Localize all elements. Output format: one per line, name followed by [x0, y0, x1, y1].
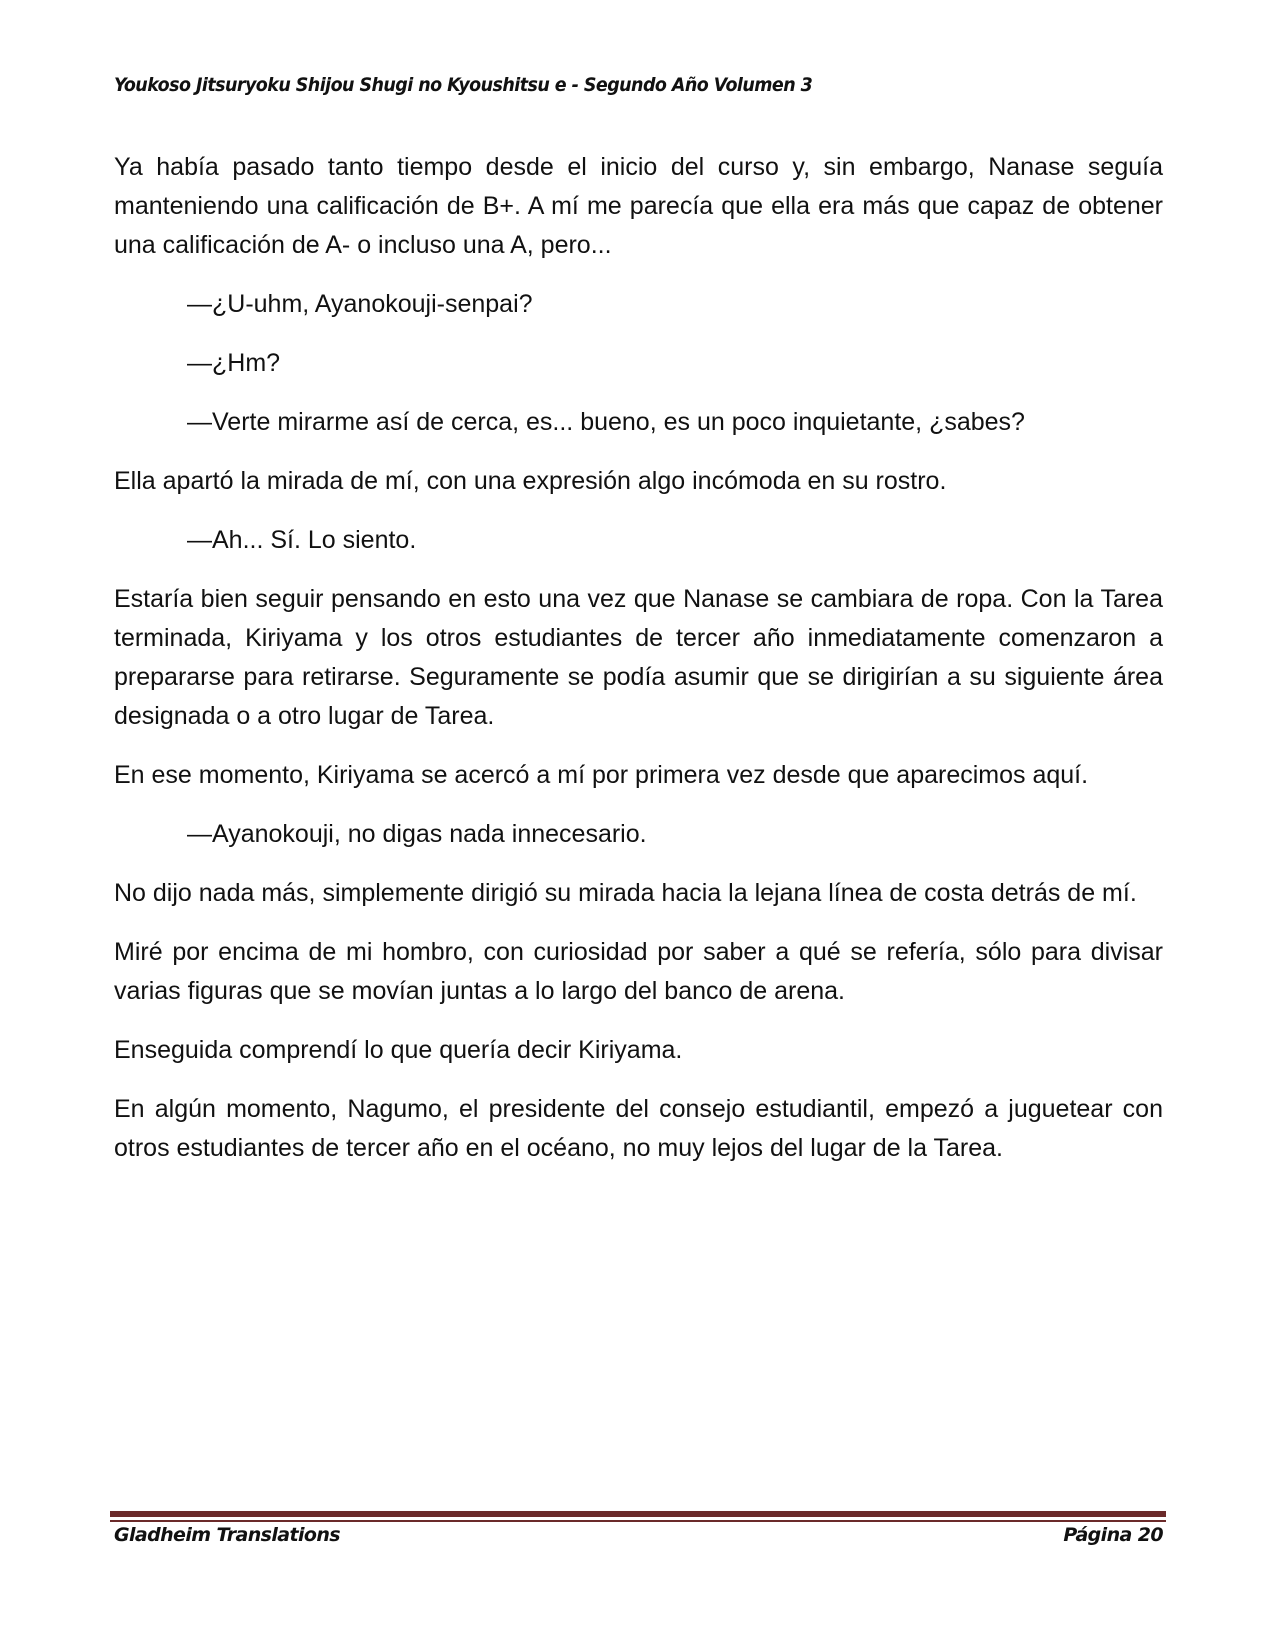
paragraph: Enseguida comprendí lo que quería decir Kiriyama.	[114, 1036, 683, 1064]
dialogue-line: —Ah... Sí. Lo siento.	[187, 526, 417, 554]
dialogue-line: —Verte mirarme así de cerca, es... bueno, es un poco inquietante, ¿sabes?	[187, 408, 1025, 436]
paragraph: No dijo nada más, simplemente dirigió su mirada hacia la lejana línea de costa detrás de mí.	[114, 879, 1137, 907]
paragraph: Estaría bien seguir pensando en esto una vez que Nanase se cambiara de ropa. Con la Tarea terminada, Kiriyama y los otros estudiantes de tercer año inmediatamente comenzaron a prepararse para retirarse. Seguramente se podía asumir que se dirigirían a su siguiente área designada o a otro lugar de Tarea.	[114, 585, 1163, 730]
paragraph: En algún momento, Nagumo, el presidente del consejo estudiantil, empezó a juguetear con otros estudiantes de tercer año en el océano, no muy lejos del lugar de la Tarea.	[114, 1095, 1163, 1162]
paragraph: Miré por encima de mi hombro, con curiosidad por saber a qué se refería, sólo para divisar varias figuras que se movían juntas a lo largo del banco de arena.	[114, 938, 1163, 1005]
footer-page-number: Página 20	[1063, 1524, 1163, 1546]
dialogue-line: —¿U-uhm, Ayanokouji-senpai?	[187, 290, 533, 318]
paragraph: En ese momento, Kiriyama se acercó a mí por primera vez desde que aparecimos aquí.	[114, 761, 1089, 789]
footer-rule-thick	[110, 1511, 1166, 1517]
dialogue-line: —¿Hm?	[187, 349, 281, 377]
footer-rule-thin	[110, 1520, 1166, 1522]
paragraph: Ella apartó la mirada de mí, con una expresión algo incómoda en su rostro.	[114, 467, 947, 495]
footer-publisher: Gladheim Translations	[114, 1524, 340, 1546]
paragraph: Ya había pasado tanto tiempo desde el inicio del curso y, sin embargo, Nanase seguía manteniendo una calificación de B+. A mí me parecía que ella era más que capaz de obtener una calificación de A- o incluso una A, pero...	[114, 153, 1163, 259]
dialogue-line: —Ayanokouji, no digas nada innecesario.	[187, 820, 647, 848]
running-header: Youkoso Jitsuryoku Shijou Shugi no Kyoushitsu e - Segundo Año Volumen 3	[114, 74, 813, 96]
page-body	[114, 148, 1163, 1188]
